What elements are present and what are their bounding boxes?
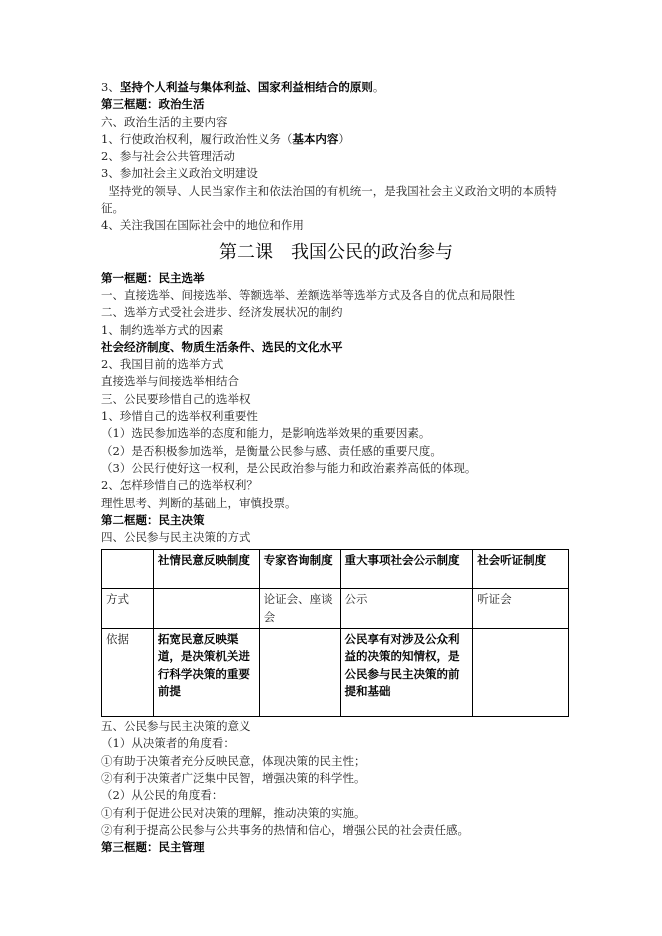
text-line <box>101 131 571 148</box>
text-line: 理性思考、判断的基础上，审慎投票。 <box>101 495 297 510</box>
text-line: 四、公民参与民主决策的方式 <box>101 530 251 545</box>
text-line: 2、我国目前的选举方式 <box>101 357 224 372</box>
text-line: 六、政治生活的主要内容 <box>101 114 228 129</box>
table-cell: 公示 <box>340 589 473 629</box>
table-cell: 依据 <box>102 629 154 717</box>
paragraph: 坚持党的领导、人民当家作主和依法治国的有机统一，是我国社会主义政治文明的本质特征。 <box>101 183 557 216</box>
text-line: 2、参与社会公共管理活动 <box>101 149 235 164</box>
table-header-row <box>102 550 569 589</box>
table-cell: 听证会 <box>473 589 569 629</box>
section-heading: 第三框题：政治生活 <box>101 97 205 112</box>
bold-text: 坚持个人利益与集体利益、国家利益相结合的原则 <box>119 80 373 94</box>
text-line: 1、制约选举方式的因素 <box>101 322 224 337</box>
text-line: ②有利于提高公民参与公共事务的热情和信心，增强公民的社会责任感。 <box>101 822 469 837</box>
section-heading: 第三框题：民主管理 <box>101 840 205 855</box>
bold-text: 基本内容 <box>292 131 339 146</box>
text-line: （2）从公民的角度看： <box>101 788 224 803</box>
table-cell <box>102 550 154 589</box>
text-line: （3）公民行使好这一权利，是公民政治参与能力和政治素养高低的体现。 <box>101 460 477 475</box>
text-line <box>101 79 571 96</box>
text-line: ②有利于决策者广泛集中民智，增强决策的科学性。 <box>101 770 366 785</box>
table-header-cell: 社会听证制度 <box>473 550 569 589</box>
text-line: （1）从决策者的角度看： <box>101 736 235 751</box>
section-heading: 第二框题：民主决策 <box>101 512 205 527</box>
line-prefix: 3、 <box>101 80 120 94</box>
table-cell <box>259 629 340 717</box>
decision-methods-table <box>101 549 569 717</box>
text-line: 2、怎样珍惜自己的选举权利？ <box>101 478 258 493</box>
text-line: 五、公民参与民主决策的意义 <box>101 719 251 734</box>
text-line: ①有利于促进公民对决策的理解，推动决策的实施。 <box>101 805 366 820</box>
table-header-cell: 专家咨询制度 <box>259 550 340 589</box>
line-suffix: 。 <box>372 80 385 94</box>
text-line: （1）选民参加选举的态度和能力，是影响选举效果的重要因素。 <box>101 426 431 441</box>
table-cell: 拓宽民意反映渠道，是决策机关进行科学决策的重要前提 <box>153 629 259 717</box>
document-page <box>101 79 571 856</box>
table-cell <box>153 589 259 629</box>
text-line: 二、选举方式受社会进步、经济发展状况的制约 <box>101 305 343 320</box>
text-line: （2）是否积极参加选举，是衡量公民参与感、责任感的重要尺度。 <box>101 443 442 458</box>
table-header-cell: 社情民意反映制度 <box>153 550 259 589</box>
table-cell: 公民享有对涉及公众利益的决策的知情权，是公民参与民主决策的前提和基础 <box>340 629 473 717</box>
section-heading: 第一框题：民主选举 <box>101 270 205 285</box>
table-cell: 方式 <box>102 589 154 629</box>
table-cell <box>473 629 569 717</box>
lesson-title: 第二课 我国公民的政治参与 <box>219 241 453 263</box>
text-line: ①有助于决策者充分反映民意，体现决策的民主性； <box>101 753 366 768</box>
line-suffix: ） <box>338 131 350 146</box>
text-line: 3、参加社会主义政治文明建设 <box>101 166 258 181</box>
text-line: 1、珍惜自己的选举权利重要性 <box>101 409 258 424</box>
table-cell: 论证会、座谈会 <box>259 589 340 629</box>
text-line: 一、直接选举、间接选举、等额选举、差额选举等选举方式及各自的优点和局限性 <box>101 287 515 302</box>
line-text: 1、行使政治权利，履行政治性义务（ <box>101 131 293 146</box>
table-row <box>102 629 569 717</box>
bold-line: 社会经济制度、物质生活条件、选民的文化水平 <box>101 339 343 354</box>
table-row <box>102 589 569 629</box>
text-line: 4、关注我国在国际社会中的地位和作用 <box>101 218 304 233</box>
table-header-cell: 重大事项社会公示制度 <box>340 550 473 589</box>
text-line: 直接选举与间接选举相结合 <box>101 374 239 389</box>
text-line: 三、公民要珍惜自己的选举权 <box>101 391 251 406</box>
